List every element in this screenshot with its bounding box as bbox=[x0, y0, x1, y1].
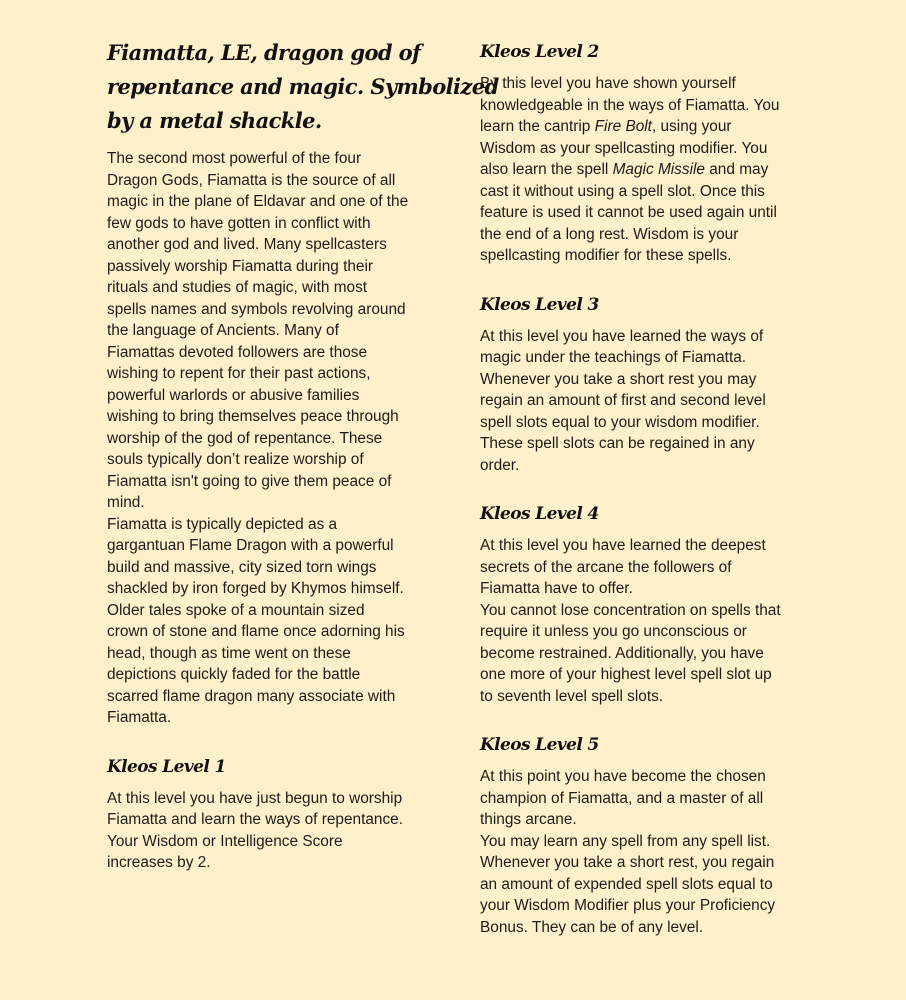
text-line: powerful warlords or abusive families bbox=[107, 386, 360, 404]
text-line: secrets of the arcane the followers of bbox=[480, 558, 732, 576]
section-heading: Kleos Level 3 bbox=[480, 294, 599, 315]
section-heading: Kleos Level 1 bbox=[107, 756, 226, 777]
text-line: Your Wisdom or Intelligence Score bbox=[107, 832, 343, 850]
text-line: Older tales spoke of a mountain sized bbox=[107, 601, 365, 619]
section-kleos-level-4 bbox=[480, 498, 810, 707]
text-line: spell slots equal to your wisdom modifier. bbox=[480, 413, 760, 431]
text-line: The second most powerful of the four bbox=[107, 150, 362, 167]
text-line: regain an amount of first and second level bbox=[480, 392, 766, 409]
text-line: knowledgeable in the ways of Fiamatta. You bbox=[480, 96, 780, 114]
text-line: become restrained. Additionally, you have bbox=[480, 644, 764, 662]
text-line: build and massive, city sized torn wings bbox=[107, 558, 377, 576]
text-line: Fiamatta and learn the ways of repentance. bbox=[107, 811, 404, 828]
text-line: the end of a long rest. Wisdom is your bbox=[480, 225, 739, 243]
text-line: shackled by iron forged by Khymos himself. bbox=[107, 580, 404, 597]
text-line: few gods to have gotten in conflict with bbox=[107, 214, 371, 232]
text-line: Dragon Gods, Fiamatta is the source of all bbox=[107, 171, 396, 189]
text-line: Fiamatta. bbox=[107, 709, 172, 726]
text-line: mind. bbox=[107, 494, 145, 511]
section-heading: Kleos Level 2 bbox=[480, 42, 599, 62]
text-line: depictions quickly faded for the battle bbox=[107, 666, 361, 683]
text-segment: and may bbox=[704, 161, 769, 178]
text-line: order. bbox=[480, 456, 520, 474]
page-title bbox=[107, 36, 499, 138]
section-kleos-level-3 bbox=[480, 289, 810, 477]
text-line: At this level you have learned the ways of bbox=[480, 327, 764, 345]
text-line: scarred flame dragon many associate with bbox=[107, 687, 396, 705]
text-line bbox=[480, 159, 810, 181]
text-line: spells names and symbols revolving around bbox=[107, 300, 406, 318]
title-line: repentance and magic. Symbolized bbox=[107, 74, 499, 99]
text-line: These spell slots can be regained in any bbox=[480, 435, 755, 452]
left-column bbox=[107, 36, 499, 896]
text-line: Fiamattas devoted followers are those bbox=[107, 343, 368, 361]
text-line: Wisdom as your spellcasting modifier. You bbox=[480, 139, 768, 157]
text-line: spellcasting modifier for these spells. bbox=[480, 247, 732, 264]
section-intro bbox=[107, 148, 437, 729]
text-line: require it unless you go unconscious or bbox=[480, 623, 747, 640]
section-kleos-level-1 bbox=[107, 751, 437, 874]
text-line: the language of Ancients. Many of bbox=[107, 322, 339, 339]
text-line: increases by 2. bbox=[107, 854, 211, 871]
text-line: At this level you have learned the deepest bbox=[480, 537, 766, 554]
text-line: Fiamatta have to offer. bbox=[480, 580, 633, 597]
text-line: your Wisdom Modifier plus your Proficiency bbox=[480, 897, 776, 914]
text-line bbox=[480, 116, 810, 138]
text-line: Whenever you take a short rest, you regain bbox=[480, 854, 775, 871]
text-line: things arcane. bbox=[480, 811, 577, 828]
text-line: champion of Fiamatta, and a master of all bbox=[480, 789, 764, 807]
spell-name: Magic Missile bbox=[612, 161, 705, 178]
text-line: At this point you have become the chosen bbox=[480, 768, 766, 785]
text-segment: , using your bbox=[651, 118, 732, 135]
text-line: another god and lived. Many spellcasters bbox=[107, 236, 387, 253]
text-line: At this level you have just begun to worship bbox=[107, 789, 403, 807]
text-segment: learn the cantrip bbox=[480, 118, 595, 135]
section-heading: Kleos Level 5 bbox=[480, 735, 599, 755]
title-line: by a metal shackle. bbox=[107, 108, 322, 133]
text-line: crown of stone and flame once adorning his bbox=[107, 623, 405, 640]
right-column bbox=[480, 36, 810, 960]
text-line: to seventh level spell slots. bbox=[480, 687, 664, 705]
spell-name: Fire Bolt bbox=[594, 118, 652, 135]
text-line: souls typically don’t realize worship of bbox=[107, 451, 364, 468]
text-line: magic in the plane of Eldavar and one of the bbox=[107, 193, 409, 210]
text-line: one more of your highest level spell slot up bbox=[480, 666, 772, 683]
text-line: Fiamatta is typically depicted as a bbox=[107, 515, 338, 533]
section-kleos-level-2 bbox=[480, 36, 810, 267]
text-line: magic under the teachings of Fiamatta. bbox=[480, 349, 747, 366]
text-line: rituals and studies of magic, with most bbox=[107, 279, 368, 296]
text-line: You cannot lose concentration on spells that bbox=[480, 601, 781, 619]
text-line: gargantuan Flame Dragon with a powerful bbox=[107, 537, 394, 554]
title-line: Fiamatta, LE, dragon god of bbox=[107, 40, 421, 65]
text-line: Whenever you take a short rest you may bbox=[480, 370, 757, 388]
text-line: worship of the god of repentance. These bbox=[107, 429, 383, 447]
text-line: wishing to repent for their past actions, bbox=[107, 365, 371, 382]
text-line: You may learn any spell from any spell list. bbox=[480, 832, 771, 850]
text-line: passively worship Fiamatta during their bbox=[107, 257, 374, 275]
text-line: head, though as time went on these bbox=[107, 644, 351, 662]
text-line: an amount of expended spell slots equal to bbox=[480, 875, 773, 893]
text-line: Fiamatta isn't going to give them peace of bbox=[107, 472, 392, 490]
section-kleos-level-5 bbox=[480, 729, 810, 938]
text-line: wishing to bring themselves peace through bbox=[107, 408, 399, 425]
section-heading: Kleos Level 4 bbox=[480, 504, 599, 524]
text-line: cast it without using a spell slot. Once this bbox=[480, 182, 765, 200]
text-line: feature is used it cannot be used again until bbox=[480, 204, 777, 221]
text-segment: also learn the spell bbox=[480, 161, 613, 178]
text-line: By this level you have shown yourself bbox=[480, 75, 736, 92]
text-line: Bonus. They can be of any level. bbox=[480, 918, 704, 936]
